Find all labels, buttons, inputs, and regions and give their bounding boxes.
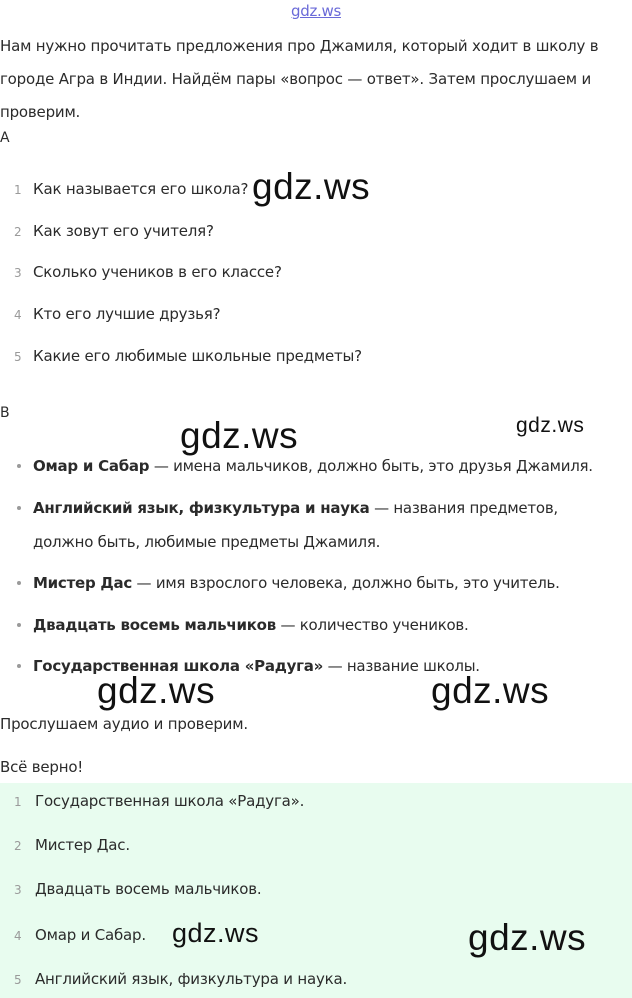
answer-text: Мистер Дас. — [35, 836, 130, 854]
listen-text: Прослушаем аудио и проверим. — [0, 715, 248, 733]
bullet-icon — [17, 506, 21, 510]
list-item — [0, 792, 620, 816]
watermark: gdz.ws — [431, 670, 550, 711]
bullet-icon — [17, 623, 21, 627]
clue-text: Омар и Сабар — имена мальчиков, должно быть, это друзья Джамиля. — [33, 457, 593, 475]
answers-block — [0, 783, 632, 998]
item-number: 3 — [14, 266, 22, 280]
watermark: gdz.ws — [97, 670, 216, 711]
answer-text: Омар и Сабар. — [35, 926, 146, 944]
section-b-label: B — [0, 405, 10, 421]
clue-text: Мистер Дас — имя взрослого человека, должно быть, это учитель. — [33, 574, 560, 592]
list-item — [0, 880, 620, 904]
section-a-label: A — [0, 130, 10, 146]
answer-text: Английский язык, физкультура и наука. — [35, 970, 348, 988]
watermark: gdz.ws — [468, 917, 587, 958]
item-number: 2 — [14, 839, 22, 853]
list-item — [0, 347, 620, 371]
question-text: Как зовут его учителя? — [33, 222, 214, 240]
item-number: 3 — [14, 883, 22, 897]
clue-text: Государственная школа «Радуга» — название школы. — [33, 657, 480, 675]
site-link[interactable]: gdz.ws — [291, 2, 341, 20]
item-number: 5 — [14, 350, 22, 364]
clue-text: Двадцать восемь мальчиков — количество учеников. — [33, 616, 469, 634]
list-item — [0, 263, 620, 287]
all-correct-text: Всё верно! — [0, 758, 84, 776]
clue-text: Английский язык, физкультура и наука — названия предметов, должно быть, любимые предметы Джамиля. — [33, 499, 558, 551]
watermark: gdz.ws — [516, 414, 585, 437]
answer-text: Двадцать восемь мальчиков. — [35, 880, 262, 898]
watermark: gdz.ws — [252, 166, 371, 207]
list-item — [0, 970, 620, 994]
bullet-icon — [17, 581, 21, 585]
answer-text: Государственная школа «Радуга». — [35, 792, 305, 810]
list-item — [0, 836, 620, 860]
question-text: Сколько учеников в его классе? — [33, 263, 282, 281]
bullet-icon — [17, 664, 21, 668]
item-number: 2 — [14, 225, 22, 239]
list-item — [0, 305, 620, 329]
item-number: 1 — [14, 183, 22, 197]
bullet-icon — [17, 464, 21, 468]
item-number: 4 — [14, 929, 22, 943]
list-item — [0, 222, 620, 246]
question-text: Кто его лучшие друзья? — [33, 305, 221, 323]
item-number: 5 — [14, 973, 22, 987]
item-number: 4 — [14, 308, 22, 322]
question-text: Какие его любимые школьные предметы? — [33, 347, 362, 365]
watermark: gdz.ws — [180, 415, 299, 456]
item-number: 1 — [14, 795, 22, 809]
watermark: gdz.ws — [172, 918, 260, 948]
intro-paragraph: Нам нужно прочитать предложения про Джамиля, который ходит в школу в городе Агра в Индии. Найдём пары «вопрос — ответ». Затем прослушаем и проверим. — [0, 37, 599, 121]
question-text: Как называется его школа? — [33, 180, 249, 198]
